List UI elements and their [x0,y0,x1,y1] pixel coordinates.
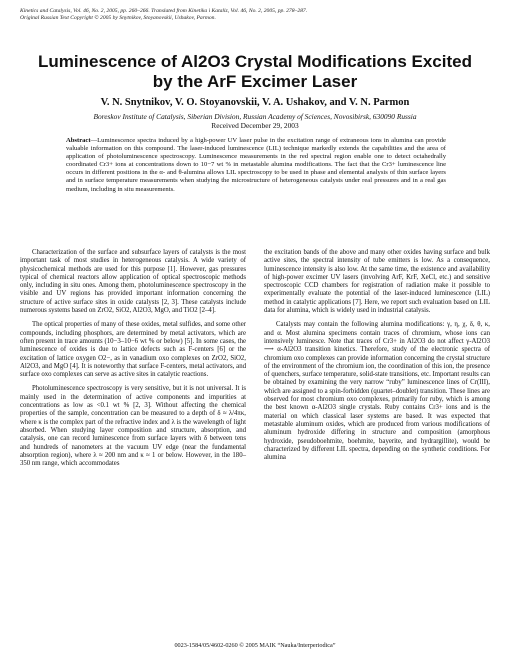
journal-citation: Kinetics and Catalysis, Vol. 46, No. 2, 2005, pp. 260–266. Translated from Kinetika i Kataliz, Vol. 46, No. 2, 2005, pp. 278–287. [20,8,308,14]
affiliation: Boreskov Institute of Catalysis, Siberian Division, Russian Academy of Sciences, Novosibirsk, 630090 Russia [93,112,417,121]
copyright-line: Original Russian Text Copyright © 2005 by Snytnikov, Stoyanovskii, Ushakov, Parmon. [20,15,216,21]
paper-title [20,52,490,92]
paragraph: the excitation bands of the above and many other oxides having surface and bulk active sites, the spectral intensity of tube emitters is low. As a consequence, luminescence intensity is also low. At the same time, the existence and availability of high-power excimer UV lasers (involving ArF, KrF, XeCl, etc.) and sensitive spectroscopic CCD chambers for registration of radiation make it possible to experimentally evaluate the potential of the laser-induced luminescence (LIL) method in catalytic applications [7]. Here, we report such evaluation based on LIL data for alumina, which is widely used in industrial catalysis. [264,249,490,315]
received-date: Received December 29, 2003 [211,121,299,130]
authors: V. N. Snytnikov, V. O. Stoyanovskii, V. A. Ushakov, and V. N. Parmon [100,97,410,108]
abstract-text: —Luminescence spectra induced by a high-power UV laser pulse in the excitation range of extraneous ions in alumina can provide valuable information on this compound. The laser-induced luminescence (LIL) technique markedly extends the capabilities and the area of application of photoluminescence spectroscopy. Luminescence measurements in the red spectral region enable one to detect octahedrally coordinated Cr3+ ions at concentrations down to 10−7 wt % in metastable alumina modifications. The fact that the Cr3+ luminescence line occurs in different positions in the α- and θ-alumina allows LIL spectroscopy to be used in phase and elemental analysis of thin surface layers and in surface temperature measurements when studying the microstructure of heterogeneous catalysts under real pressures and in a real gas medium, including in situ measurements. [66,137,446,193]
paragraph: Photoluminescence spectroscopy is very sensitive, but it is not universal. It is mainly used in the determination of active components and impurities at concentrations as low as <0.1 wt % [2, 3]. Without affecting the chemical properties of the sample, concentration can be measured to a depth of δ ≈ λ/4πκ, where κ is the complex part of the refractive index and λ is the wavelength of light absorbed. When studying layer composition and structure, absorption, and catalysis, one can record luminescence from surface layers with δ between tens and hundreds of nanometers at the vacuum UV edge (near the fundamental absorption region), where λ ≈ 200 nm and κ ≈ 1 or below. However, in the 180–350 nm range, which accommodates [20,385,246,468]
journal-header [20,8,490,22]
footer-copyright: 0023-1584/05/4602-0260 © 2005 MAIK “Nauka/Interperiodica” [174,642,336,649]
paragraph: Catalysts may contain the following alumina modifications: γ, η, χ, δ, θ, κ, and α. Most alumina specimens contain traces of chromium, whose ions can intensively luminesce. Note that traces of Cr3+ in Al2O3 do not affect γ-Al2O3 ⟶ α-Al2O3 transition kinetics. Therefore, study of the electronic spectra of chromium oxo complexes can provide information concerning the crystal structure of the environment of the chromium ion, the coordination of this ion, the presence of quenchers, surface temperature, solid-state transitions, etc. Important results can be obtained by examining the very narrow “ruby” luminescence lines of Cr(III), which are assigned to a spin-forbidden (quartet–doublet) transition. These lines are observed for most chromium oxo complexes, primarily for ruby, which is among the best known α-Al2O3 single crystals. Ruby contains Cr3+ ions and is the material on which classical laser systems are based. It was expected that metastable aluminum oxides, which are produced from various modifications of aluminum hydroxide differing in structure and composition (amorphous hydroxide, pseudoboehmite, boehmite, bayerite, and hydrargillite), would be characterized by different LIL spectra, depending on the synthetic conditions. For alumina [264,321,490,462]
title-line-1: Luminescence of Al2O3 Crystal Modifications Excited [38,52,472,71]
right-column [264,249,490,462]
abstract [66,137,446,194]
paragraph: The optical properties of many of these oxides, metal sulfides, and some other compounds, including phosphors, are determined by metal activators, which are often present in trace amounts (10−3–10−6 wt % or below) [5]. In some cases, the luminescence of oxides is due to lattice defects such as F-centers [6] or the excitation of lattice oxygen O2−, as in vanadium oxo complexes on ZrO2, SiO2, Al2O3, and MgO [4]. It is noteworthy that surface F-centers, metal activators, and surface oxo complexes can serve as active sites in catalytic reactions. [20,321,246,379]
left-column [20,249,246,468]
title-line-2: by the ArF Excimer Laser [152,72,358,91]
abstract-label: Abstract [66,137,91,144]
paragraph: Characterization of the surface and subsurface layers of catalysts is the most important task of most studies in heterogeneous catalysis. A wide variety of physicochemical methods are used for this purpose [1]. However, gas pressures typical of chemical reactors allow application of optical spectroscopic methods only, including in situ ones. Among them, photoluminescence spectroscopy in the visible and UV regions has provided important information concerning the structure of active surface sites in oxide catalysts [2, 3]. These catalysts include numerous systems based on ZrO2, SiO2, Al2O3, MgO, and TiO2 [2–4]. [20,249,246,315]
